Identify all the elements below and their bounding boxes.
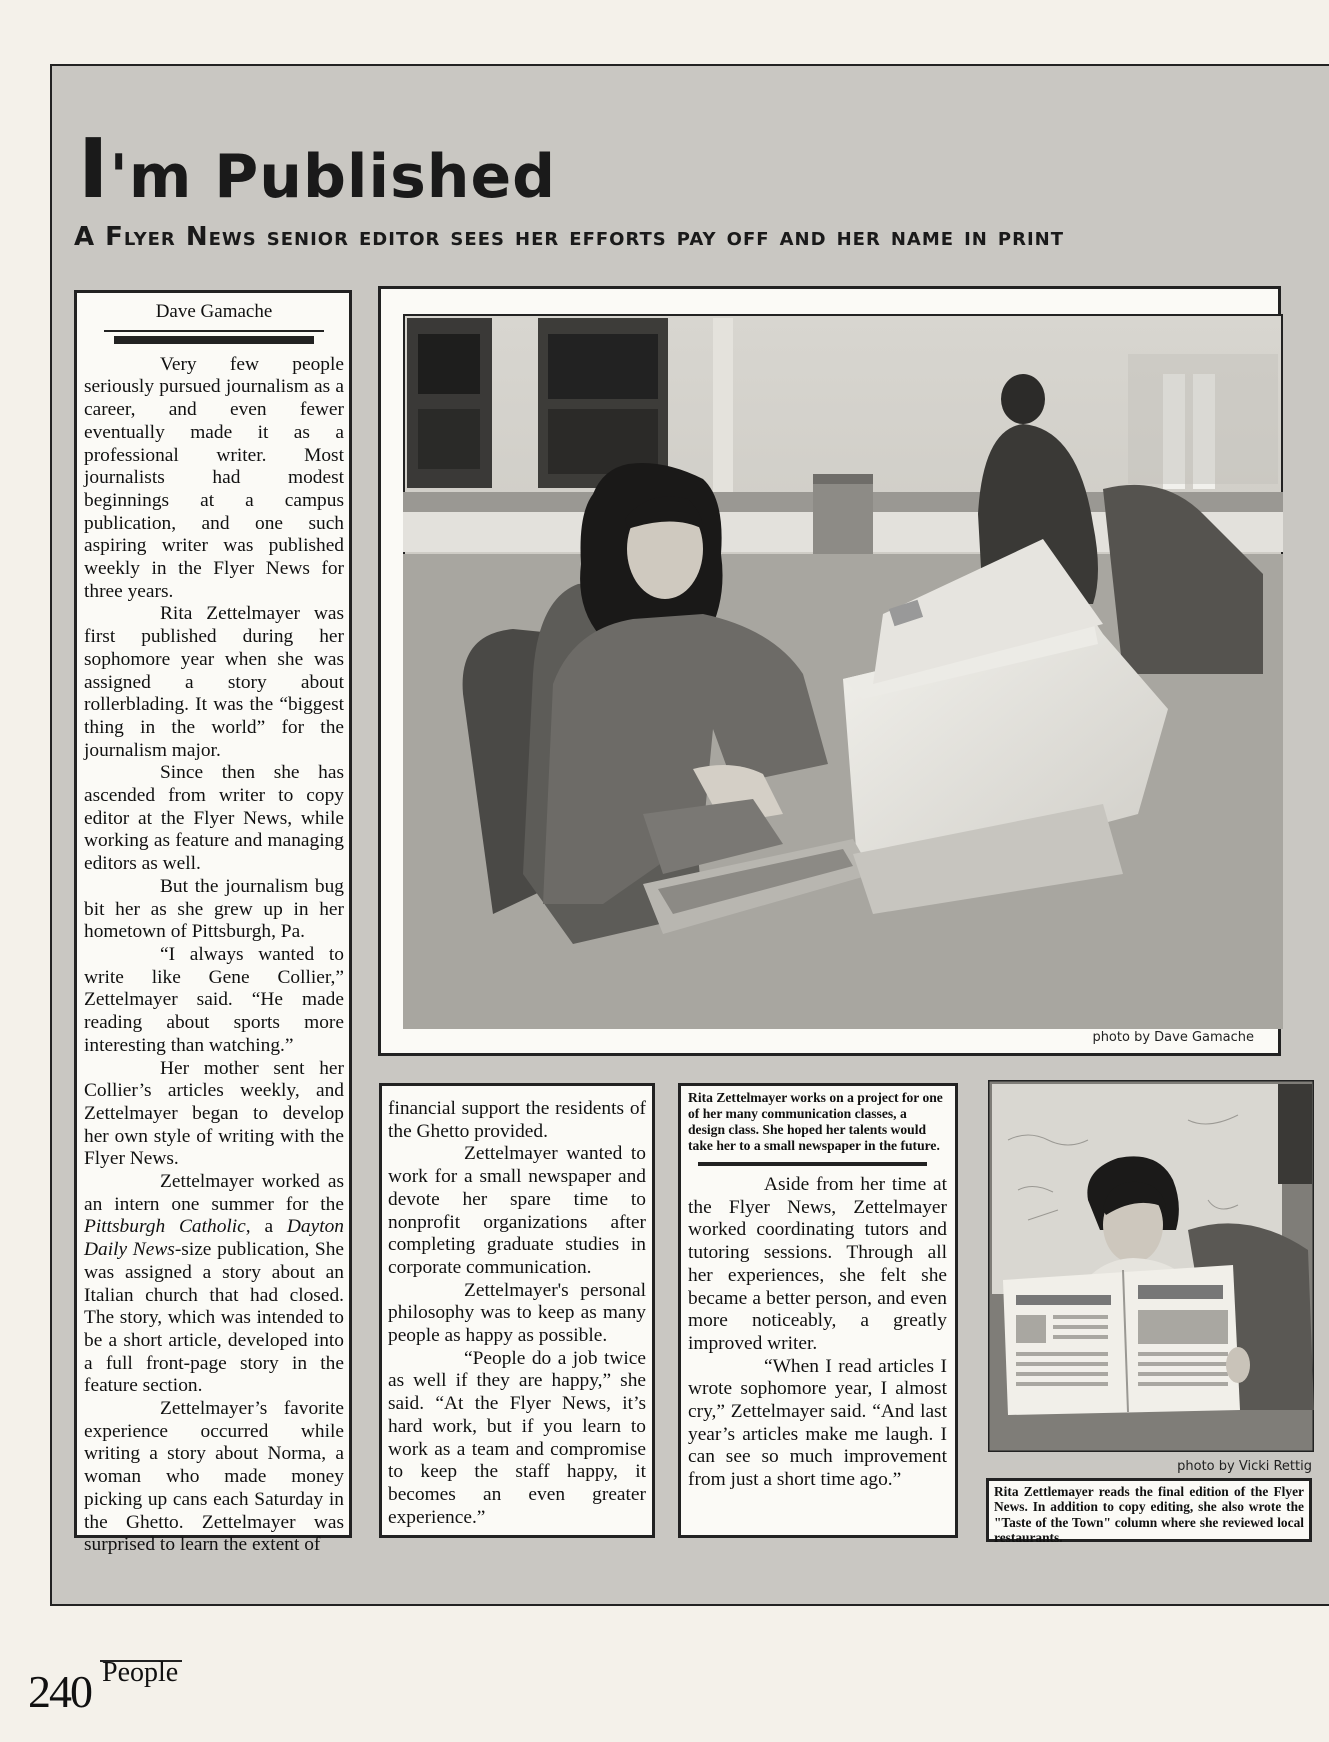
paragraph: Zettelmayer's personal philosophy was to keep as many people as happy as possible. — [388, 1279, 646, 1347]
paragraph: “When I read articles I wrote sophomore year, I almost cry,” Zettelmayer said. “And last year’s articles make me laugh. I can see so much improvement from just a short time ago.” — [688, 1355, 947, 1491]
small-photo-frame — [986, 1080, 1316, 1478]
small-photo — [988, 1080, 1314, 1452]
paragraph: Zettelmayer’s favorite experience occurred while writing a story about Norma, a woman who made money picking up cans each Saturday in the Ghetto. Zettelmayer was surprised to learn the extent of — [84, 1398, 344, 1556]
paragraph-internship — [84, 1171, 344, 1398]
text-run: Zettelmayer worked as an intern one summer for the — [84, 1171, 344, 1215]
caption-rule — [698, 1162, 927, 1166]
paragraph: But the journalism bug bit her as she grew up in her hometown of Pittsburgh, Pa. — [84, 875, 344, 943]
headline-rest: 'm Published — [109, 142, 557, 212]
headline-initial: I — [78, 122, 110, 217]
paragraph: financial support the residents of the Ghetto provided. — [388, 1098, 646, 1142]
byline: Dave Gamache — [155, 301, 273, 322]
text-run: -size publication, She was assigned a story about an Italian church that had closed. The story, which was intended to be a short article, developed into a full front-page story in the feature section. — [84, 1239, 344, 1397]
paragraph: Aside from her time at the Flyer News, Zettelmayer worked coordinating tutors and tutoring sessions. Through all her experiences, she felt she became a better person, and even more noticeably, a greatly improved writer. — [688, 1174, 947, 1354]
paragraph: “People do a job twice as well if they are happy,” she said. “At the Flyer News, it’s hard work, but if you learn to work as a team and compromise to keep the staff happy, it becomes an even greater experience.” — [388, 1347, 646, 1528]
page-number: 240 — [28, 1666, 91, 1717]
main-photo-credit: photo by Dave Gamache — [1092, 1030, 1254, 1045]
small-photo-caption-box — [986, 1478, 1312, 1546]
paragraph: Zettelmayer wanted to work for a small newspaper and devote her spare time to nonprofit organizations after completing graduate studies in corporate communication. — [388, 1143, 646, 1278]
article-column-3 — [678, 1083, 958, 1538]
article-column-2 — [379, 1083, 655, 1538]
section-name: People — [102, 1657, 179, 1688]
subheadline: A Flyer News senior editor sees her efforts pay off and her name in print — [74, 222, 1065, 252]
main-photo-frame — [378, 286, 1281, 1056]
headline — [78, 122, 557, 217]
paragraph: “I always wanted to write like Gene Collier,” Zettelmayer said. “He made reading about sports more interesting than watching.” — [84, 943, 344, 1056]
text-run: , a — [245, 1216, 287, 1238]
paragraph: Since then she has ascended from writer to copy editor at the Flyer News, while working as feature and managing editors as well. — [84, 762, 344, 875]
byline-rule — [104, 330, 324, 332]
publication-name: Pittsburgh Catholic — [84, 1216, 246, 1238]
small-photo-caption: Rita Zettlemayer reads the final edition of the Flyer News. In addition to copy editing, she also wrote the "Taste of the Town" column where she reviewed local restaurants. — [994, 1484, 1304, 1546]
paragraph: Her mother sent her Collier’s articles weekly, and Zettelmayer began to develop her own style of writing with the Flyer News. — [84, 1057, 344, 1170]
photo-caption: Rita Zettelmayer works on a project for one of her many communication classes, a design class. She hoped her talents would take her to a small newspaper in the future. — [688, 1090, 943, 1153]
main-photo — [403, 314, 1283, 1029]
publication-name: Dayton Daily News — [84, 1216, 344, 1261]
paragraph: Rita Zettelmayer was first published during her sophomore year when she was assigned a story about rollerblading. It was the “biggest thing in the world” for the journalism major. — [84, 603, 344, 761]
byline-bar — [114, 336, 314, 344]
small-photo-credit: photo by Vicki Rettig — [1177, 1459, 1312, 1474]
paragraph: Very few people seriously pursued journalism as a career, and even fewer eventually made it as a professional writer. Most journalists had modest beginnings at a campus publication, and one such aspiring writer was published weekly in the Flyer News for three years. — [84, 353, 344, 602]
article-column-1 — [74, 290, 352, 1556]
